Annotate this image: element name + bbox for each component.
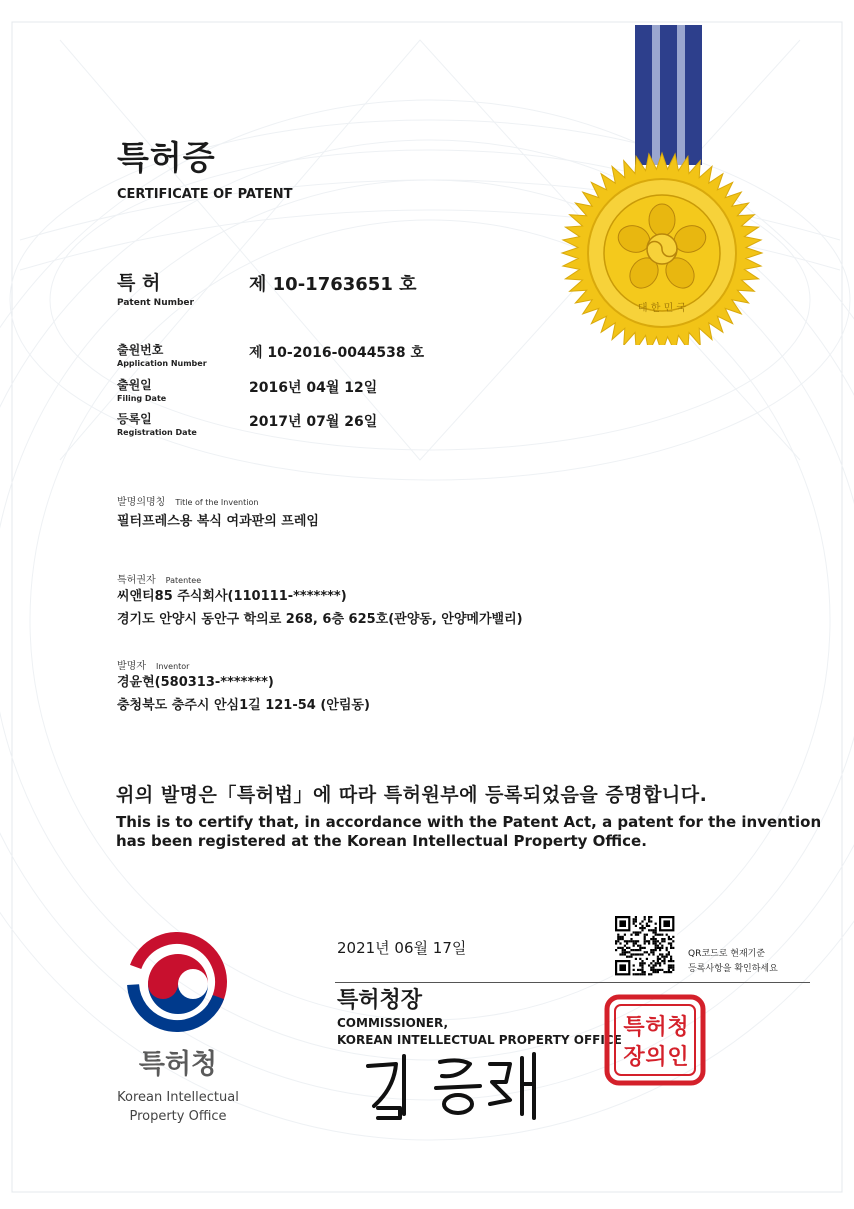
kipo-name-en-line-1: Korean Intellectual [117,1090,239,1105]
commissioner-title-english [337,1015,622,1049]
seal-glyph-4: 장 [623,1044,645,1070]
inventor-name: 경윤현(580313-*******) [117,675,274,690]
certification-en-line-2: has been registered at the Korean Intellectual Property Office. [116,832,647,850]
patentee-label: 특허권자 [117,575,156,586]
commissioner-en-line-1: COMMISSIONER, [337,1016,449,1030]
patent-number-label: 특 허 [117,272,161,294]
kipo-name-korean: 특허청 [138,1049,218,1080]
registration-date-label-en: Registration Date [117,428,197,437]
registration-date-value: 2017년 07월 26일 [249,414,378,430]
filing-date-value: 2016년 04월 12일 [249,380,378,396]
filing-date-label: 출원일 [117,378,152,392]
seal-glyph-3: 청 [667,1014,689,1040]
seal-glyph-6: 인 [667,1044,689,1070]
medal-ring-text: 대 한 민 국 [637,303,687,314]
patent-number-value: 제 10-1763651 호 [249,274,417,295]
invention-label-en: Title of the Invention [175,498,259,507]
patentee-name: 씨앤티85 주식회사(110111-*******) [117,589,347,604]
official-seal-stamp [604,994,706,1086]
certificate-title-korean: 특허증 [117,138,216,177]
seal-glyph-5: 의 [645,1044,667,1070]
qr-caption-line-2: 등록사항을 확인하세요 [688,964,778,974]
certification-statement-korean: 위의 발명은「특허법」에 따라 특허원부에 등록되었음을 증명합니다. [116,784,708,806]
kipo-logo-icon [126,932,228,1032]
kipo-name-en-line-2: Property Office [129,1109,227,1124]
issue-date: 2021년 06월 17일 [337,939,467,957]
inventor-label-en: Inventor [155,662,190,671]
qr-caption [688,947,778,977]
seal-glyph-2: 허 [645,1014,667,1040]
commissioner-signature [360,1048,560,1120]
qr-caption-line-1: QR코드로 현재기준 [688,949,766,959]
invention-label-row [117,490,258,509]
patent-number-label-en: Patent Number [117,298,194,308]
patentee-address: 경기도 안양시 동안구 학의로 268, 6층 625호(관양동, 안양메가밸리) [117,612,523,627]
invention-label: 발명의명칭 [117,497,166,508]
inventor-address: 충청북도 충주시 안심1길 121-54 (안림동) [117,698,370,713]
filing-date-label-en: Filing Date [117,394,167,403]
application-number-label: 출원번호 [117,343,164,357]
application-number-label-en: Application Number [117,359,207,368]
qr-code[interactable] [613,914,677,976]
invention-title: 필터프레스용 복식 여과판의 프레임 [117,514,319,529]
certification-statement-english [116,813,821,851]
application-number-value: 제 10-2016-0044538 호 [249,345,425,361]
commissioner-title-korean: 특허청장 [337,988,423,1013]
patentee-label-en: Patentee [165,576,202,585]
registration-date-label: 등록일 [117,412,152,426]
commissioner-en-line-2: KOREAN INTELLECTUAL PROPERTY OFFICE [337,1033,622,1047]
seal-glyph-1: 특 [623,1014,645,1040]
certificate-title-english: CERTIFICATE OF PATENT [117,187,293,202]
kipo-name-english [0,1088,356,1126]
certification-en-line-1: This is to certify that, in accordance with the Patent Act, a patent for the invention [116,813,822,831]
inventor-label: 발명자 [117,661,146,672]
national-emblem-medal [560,25,770,345]
